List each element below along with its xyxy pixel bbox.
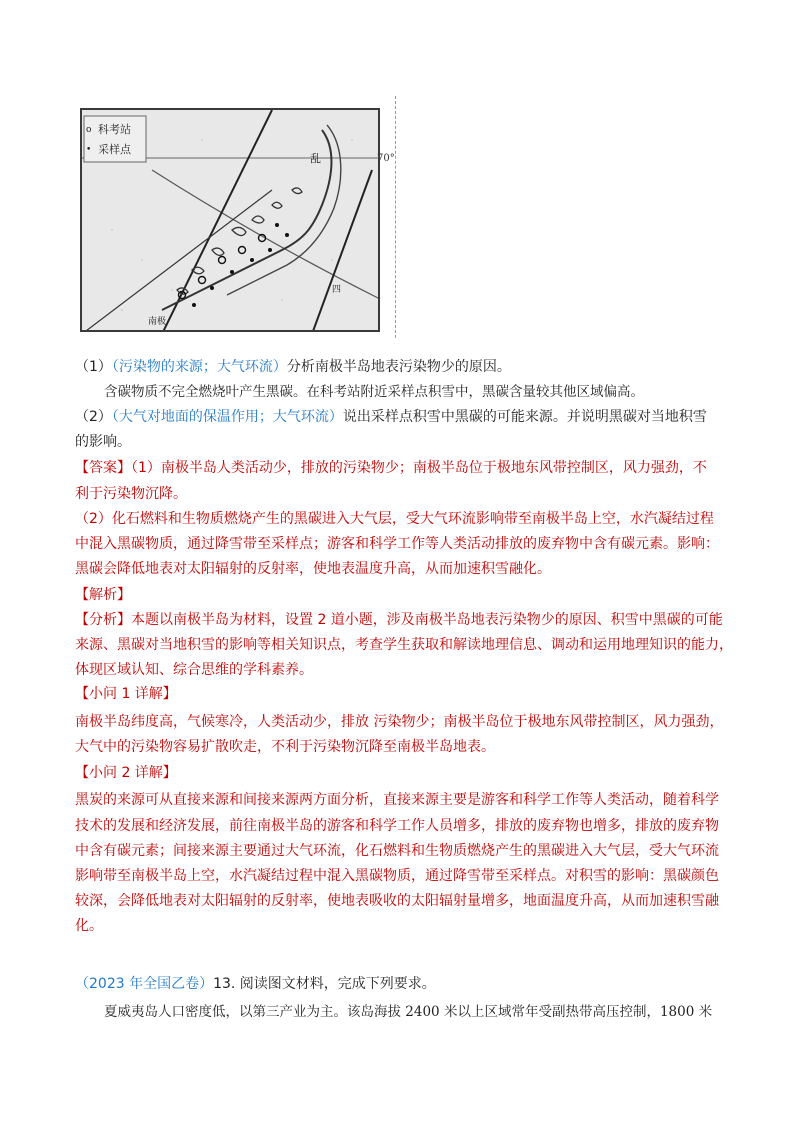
question-2 xyxy=(75,407,707,427)
sub2-line: 较深，会降低地表对太阳辐射的反射率，使地表吸收的太阳辐射量增多，地面温度升高，从而加速积雪融 xyxy=(75,893,719,909)
legend-item-station xyxy=(86,120,131,140)
map-label: 四 xyxy=(332,285,342,295)
map-label: 南极 xyxy=(148,317,167,327)
latitude-label: 70° xyxy=(377,153,395,164)
legend-label: 采样点 xyxy=(98,143,131,156)
material-line: 含碳物质不完全燃烧叶产生黑碳。在科考站附近采样点积雪中，黑碳含量较其他区域偏高。 xyxy=(104,384,644,400)
answer-line: 利于污染物沉降。 xyxy=(75,486,187,502)
map-label: 乱 xyxy=(310,152,321,165)
material-line: 夏威夷岛人口密度低，以第三产业为主。该岛海拔 2400 米以上区域常年受副热带高压控制，1800 米 xyxy=(104,1004,713,1020)
answer-line: 黑碳会降低地表对太阳辐射的反射率，使地表温度升高，从而加速积雪融化。 xyxy=(75,561,551,577)
legend-label: 科考站 xyxy=(98,123,131,136)
question-text: 13. 阅读图文材料，完成下列要求。 xyxy=(213,976,436,992)
question-text: 说出采样点积雪中黑碳的可能来源。并说明黑碳对当地积雪 xyxy=(342,409,707,425)
sub1-line: 南极半岛纬度高，气候寒冷，人类活动少，排放 污染物少；南极半岛位于极地东风带控制区，风力强劲， xyxy=(75,714,724,730)
sub2-line: 化。 xyxy=(75,918,103,934)
answer-line: 中混入黑碳物质，通过降雪带至采样点；游客和科学工作等人类活动排放的废弃物中含有碳元素。影响： xyxy=(75,536,719,552)
analysis-header: 【解析】 xyxy=(75,587,131,603)
answer-line: （2）化石燃料和生物质燃烧产生的黑碳进入大气层，受大气环流影响带至南极半岛上空，水汽凝结过程 xyxy=(75,511,714,527)
station-marker-icon: o xyxy=(86,125,92,135)
question-1 xyxy=(75,357,511,377)
analysis-line: 【分析】本题以南极半岛为材料，设置 2 道小题，涉及南极半岛地表污染物少的原因、积雪中黑碳的可能 xyxy=(75,612,723,628)
question-2-cont: 的影响。 xyxy=(75,434,131,450)
analysis-line: 来源、黑碳对当地积雪的影响等相关知识点，考查学生获取和解读地理信息、调动和运用地理知识的能力， xyxy=(75,637,733,653)
question-text: 分析南极半岛地表污染物少的原因。 xyxy=(286,359,511,375)
sub2-line: 黑炭的来源可从直接来源和间接来源两方面分析，直接来源主要是游客和科学工作等人类活动，随着科学 xyxy=(75,792,719,808)
question-source: （2023 年全国乙卷） xyxy=(75,976,214,992)
sub1-header: 【小问 1 详解】 xyxy=(75,686,177,702)
map-dashed-divider xyxy=(395,96,396,338)
answer-line: 【答案】（1）南极半岛人类活动少，排放的污染物少；南极半岛位于极地东风带控制区，风力强劲，不 xyxy=(75,460,707,476)
analysis-line: 体现区域认知、综合思维的学科素养。 xyxy=(75,662,313,678)
legend-item-sample xyxy=(86,140,131,160)
knowledge-tag: （大气对地面的保温作用；大气环流） xyxy=(111,409,343,425)
sub2-line: 技术的发展和经济发展，前往南极半岛的游客和科学工作人员增多，排放的废弃物也增多，排放的废弃物 xyxy=(75,818,719,834)
antarctic-peninsula-map xyxy=(80,108,380,332)
question-number: （1） xyxy=(75,359,112,375)
knowledge-tag: （污染物的来源；大气环流） xyxy=(111,359,287,375)
question-number: （2） xyxy=(75,409,112,425)
sample-point-icon: • xyxy=(86,145,92,155)
sub1-line: 大气中的污染物容易扩散吹走，不利于污染物沉降至南极半岛地表。 xyxy=(75,739,495,755)
sub2-header: 【小问 2 详解】 xyxy=(75,765,177,781)
sub2-line: 中含有碳元素；间接来源主要通过大气环流，化石燃料和生物质燃烧产生的黑碳进入大气层，受大气环流 xyxy=(75,843,719,859)
question-13-heading xyxy=(75,974,436,994)
sub2-line: 影响带至南极半岛上空，水汽凝结过程中混入黑碳物质，通过降雪带至采样点。对积雪的影响：黑碳颜色 xyxy=(75,868,719,884)
map-legend xyxy=(86,120,131,160)
